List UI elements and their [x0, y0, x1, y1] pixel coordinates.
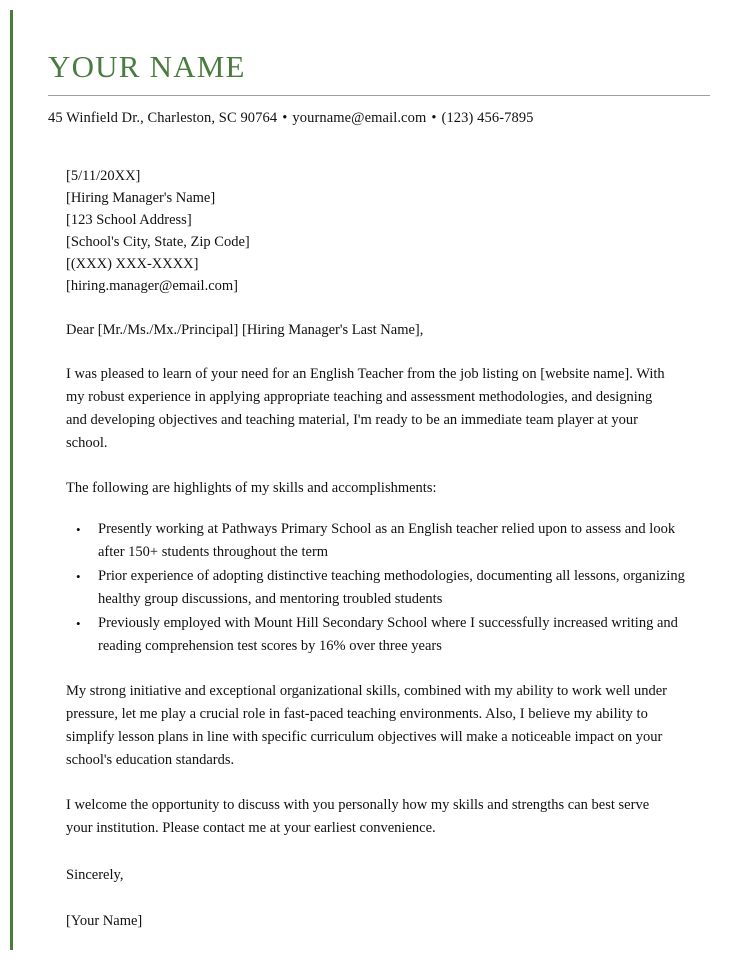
salutation: Dear [Mr./Ms./Mx./Principal] [Hiring Manager's Last Name],: [66, 322, 424, 339]
highlights-intro: The following are highlights of my skills and accomplishments:: [66, 480, 437, 497]
contact-separator-2: •: [431, 110, 437, 127]
paragraph-intro: I was pleased to learn of your need for an English Teacher from the job listing on [website name]. With my robust experience in applying appropriate teaching and assessment methodologies, and designing and developing objectives and teaching material, I'm ready to be an immediate team player at your school.: [66, 366, 665, 452]
bullet-icon: •: [76, 569, 81, 585]
list-item-text: Previously employed with Mount Hill Secondary School where I successfully increased writing and reading comprehension test scores by 16% over three years: [98, 615, 678, 655]
list-item: [66, 565, 698, 611]
letter-body: [66, 165, 708, 932]
page-title: YOUR NAME: [48, 49, 246, 84]
accent-border: [10, 10, 13, 950]
list-item: [66, 612, 698, 658]
contact-email: yourname@email.com: [292, 110, 427, 127]
bullet-icon: •: [76, 616, 81, 632]
bullet-icon: •: [76, 522, 81, 538]
list-item: [66, 518, 698, 564]
paragraph-closing-request: I welcome the opportunity to discuss with you personally how my skills and strengths can best serve your institution. Please contact me at your earliest convenience.: [66, 797, 650, 837]
list-item-text: Prior experience of adopting distinctive teaching methodologies, documenting all lessons, organizing healthy group discussions, and mentoring troubled students: [98, 568, 685, 608]
header-divider: [48, 95, 710, 96]
contact-phone: (123) 456-7895: [441, 110, 534, 127]
contact-separator-1: •: [282, 110, 288, 127]
letter-content: [48, 0, 708, 932]
recipient-name: [Hiring Manager's Name]: [66, 190, 216, 207]
contact-address: 45 Winfield Dr., Charleston, SC 90764: [48, 110, 278, 127]
recipient-email: [hiring.manager@email.com]: [66, 278, 238, 295]
contact-line: [48, 110, 708, 127]
list-item-text: Presently working at Pathways Primary School as an English teacher relied upon to assess and look after 150+ students throughout the term: [98, 521, 676, 561]
recipient-city-state-zip: [School's City, State, Zip Code]: [66, 234, 250, 251]
closing-salutation: Sincerely,: [66, 867, 124, 884]
highlights-list: [66, 518, 708, 658]
recipient-street: [123 School Address]: [66, 212, 192, 229]
recipient-phone: [(XXX) XXX-XXXX]: [66, 256, 199, 273]
paragraph-skills: My strong initiative and exceptional organizational skills, combined with my ability to work well under pressure, let me play a crucial role in fast-paced teaching environments. Also, I believe my ability to simplify lesson plans in line with specific curriculum objectives will make a noticeable impact on your school's education standards.: [66, 683, 667, 769]
letter-date: [5/11/20XX]: [66, 168, 141, 185]
signature-name: [Your Name]: [66, 913, 143, 930]
